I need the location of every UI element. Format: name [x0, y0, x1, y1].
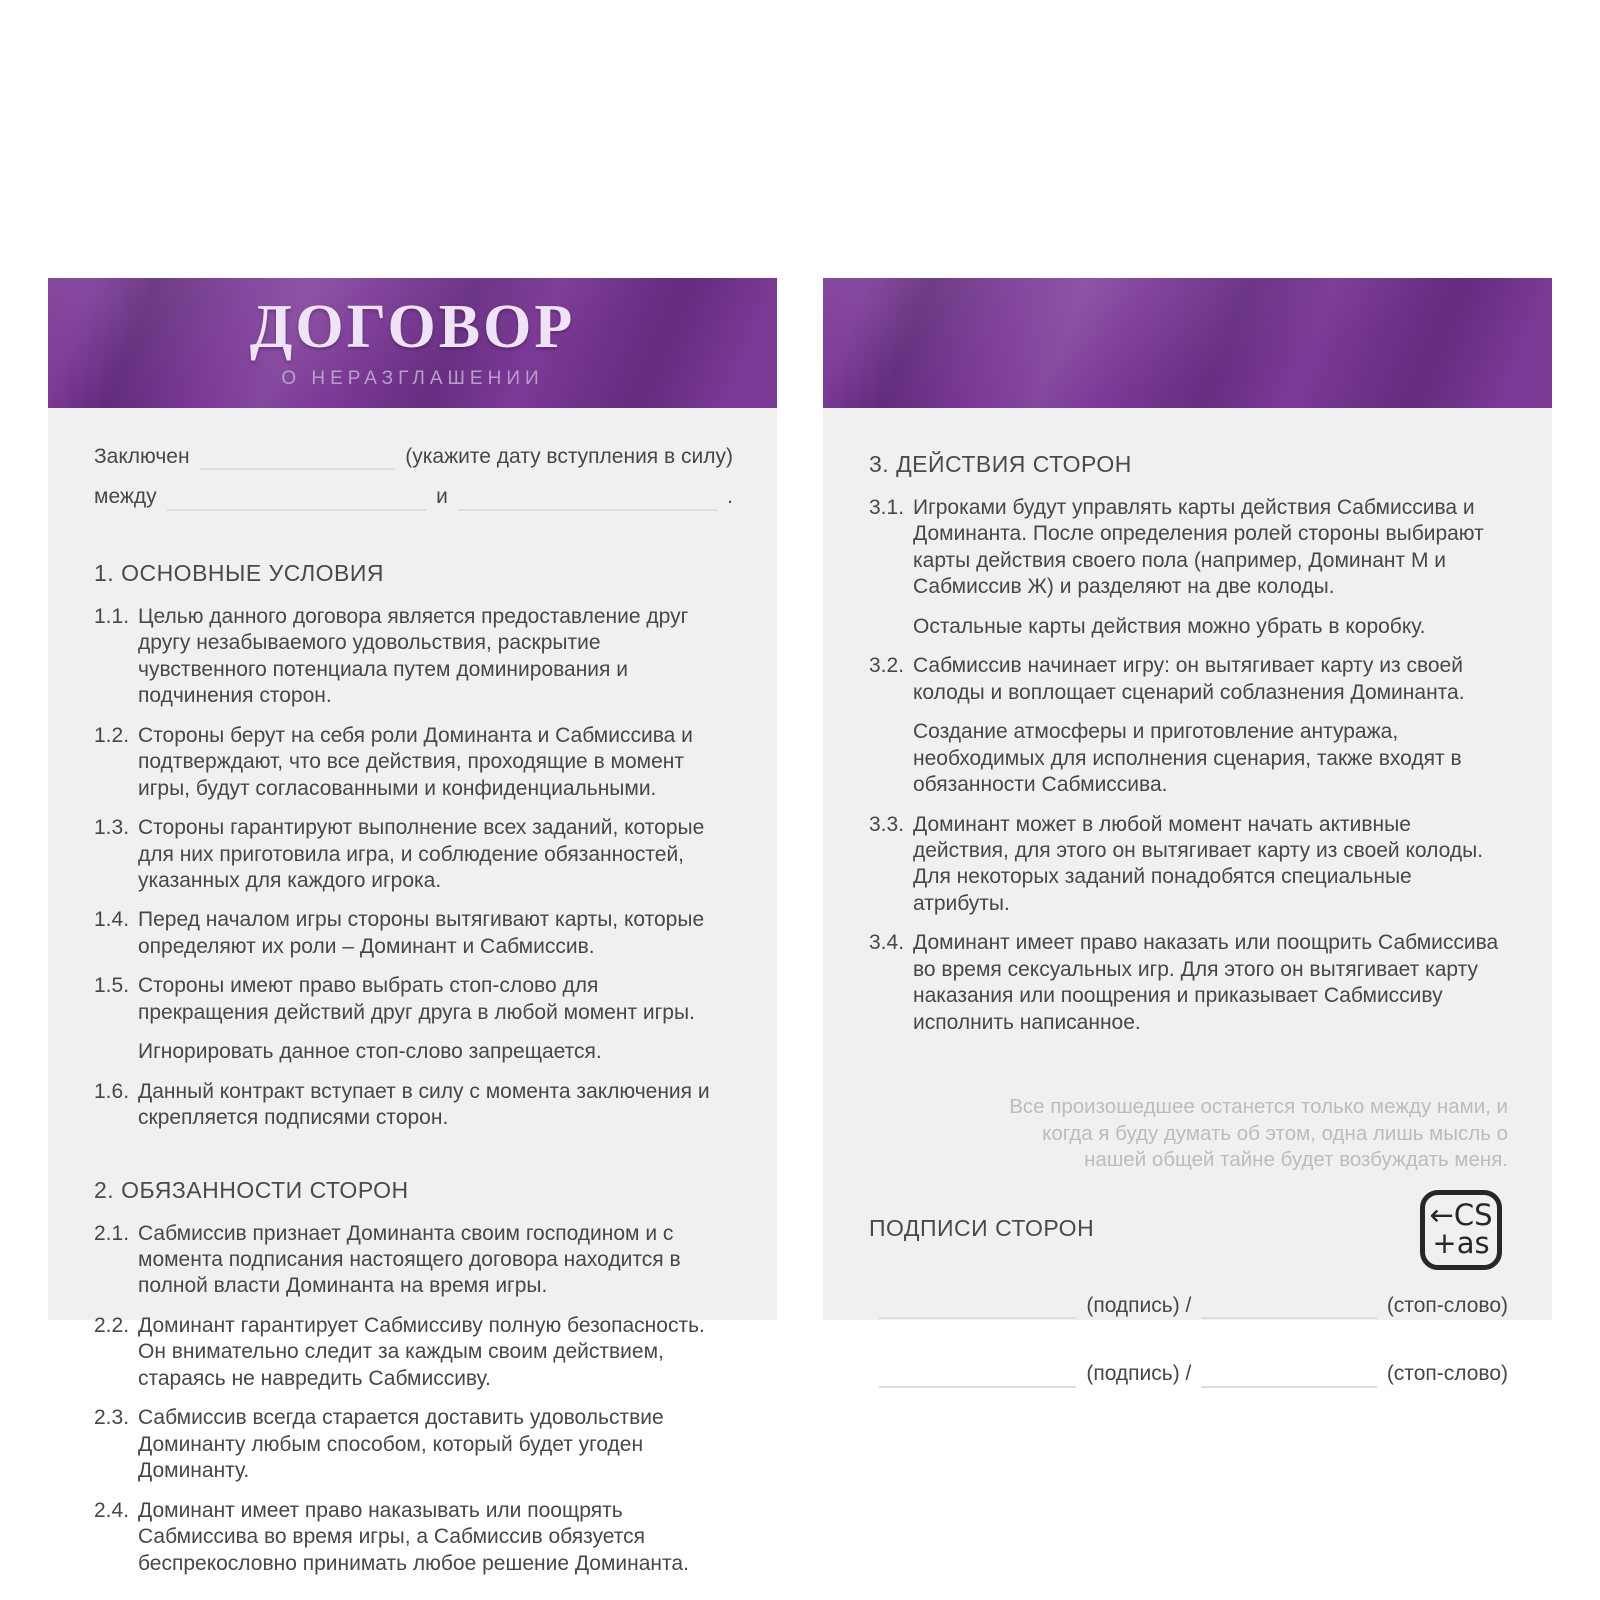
signatures-title: ПОДПИСИ СТОРОН [869, 1215, 1095, 1242]
contract-subtitle: О НЕРАЗГЛАШЕНИИ [281, 368, 544, 389]
item-number: 1.1. [94, 604, 130, 628]
item-extra-note: Игнорировать данное стоп-слово запрещается. [138, 1040, 602, 1064]
item-text: Доминант гарантирует Сабмиссиву полную безопасность. Он внимательно следит за каждым своим действием, стараясь не навредить Сабмиссиву. [138, 1313, 705, 1390]
item-text: Стороны гарантируют выполнение всех заданий, которые для них приготовила игра, и соблюдение обязанностей, указанных для каждого игрока. [138, 816, 705, 892]
item-extra-note: Остальные карты действия можно убрать в коробку. [913, 614, 1426, 638]
list-item [94, 1405, 733, 1484]
signature-label: (подпись) / [1086, 1362, 1192, 1386]
list-item [94, 973, 733, 1026]
ecstas-brand-logo-icon [1420, 1190, 1502, 1270]
party1-blank[interactable] [167, 488, 426, 511]
signature-blank[interactable] [879, 1365, 1076, 1388]
intro-block [94, 444, 733, 511]
secrecy-quote: Все произошедшее останется только между нами, и когда я буду думать об этом, одна лишь мысль о нашей общей тайне будет возбуждать меня. [1009, 1095, 1508, 1172]
list-item [94, 1313, 733, 1392]
item-text: Игроками будут управлять карты действия Сабмиссива и Доминанта. После определения ролей стороны выбирают карты действия своего пола (например, Доминант М и Сабмиссив Ж) и разделяют на две колоды. [913, 495, 1484, 599]
page-content-right [869, 408, 1508, 1386]
list-item [94, 604, 733, 710]
list-item [94, 815, 733, 894]
item-text: Доминант имеет право наказать или поощрить Сабмиссива во время сексуальных игр. Для этого он вытягивает карту наказания или поощрения и приказывает Сабмиссиву исполнить написанное. [913, 931, 1499, 1034]
item-text: Сабмиссив признает Доминанта своим господином и с момента подписания настоящего договора находится в полной власти Доминанта на время игры. [138, 1221, 681, 1298]
item-text: Доминант может в любой момент начать активные действия, для этого он вытягивает карту из своей колоды. Для некоторых заданий понадобятся специальные атрибуты. [913, 812, 1484, 915]
item-number: 1.2. [94, 723, 130, 747]
item-text: Сабмиссив всегда старается доставить удовольствие Доминанту любым способом, который будет угоден Доминанту. [138, 1406, 664, 1483]
item-text: Доминант имеет право наказывать или поощрять Сабмиссива во время игры, а Сабмиссив обязуется беспрекословно принимать любое решение Доминанта. [138, 1498, 689, 1575]
list-item [869, 812, 1508, 918]
logo-bottom-text: +as [1432, 1226, 1490, 1260]
list-item [94, 907, 733, 960]
page-content-left [94, 408, 734, 1575]
date-blank[interactable] [200, 447, 396, 470]
stopword-blank[interactable] [1201, 1296, 1376, 1319]
list-item [94, 1079, 733, 1132]
item-number: 2.3. [94, 1406, 130, 1430]
item-number: 2.1. [94, 1221, 130, 1245]
list-item [869, 930, 1508, 1036]
logo-top-text: ←CS [1429, 1198, 1493, 1233]
signature-blank[interactable] [879, 1296, 1076, 1319]
item-text: Перед началом игры стороны вытягивают карты, которые определяют их роли – Доминант и Сабмиссив. [138, 908, 705, 958]
list-item [869, 653, 1508, 706]
party2-blank[interactable] [458, 488, 717, 511]
contract-page-right [823, 278, 1552, 1386]
section-3-title: 3. ДЕЙСТВИЯ СТОРОН [869, 451, 1132, 477]
date-label: Заключен [94, 445, 190, 468]
item-number: 1.6. [94, 1079, 130, 1103]
and-label: и [436, 485, 448, 509]
page-header-right [823, 278, 1552, 408]
section-1-title: 1. ОСНОВНЫЕ УСЛОВИЯ [94, 559, 385, 586]
page-header-left [48, 278, 777, 408]
date-note: (укажите дату вступления в силу) [405, 445, 733, 468]
item-text: Сабмиссив начинает игру: он вытягивает карту из своей колоды и воплощает сценарий соблазнения Доминанта. [913, 654, 1465, 704]
item-number: 3.2. [869, 654, 905, 678]
signature-label: (подпись) / [1086, 1294, 1192, 1318]
between-label: между [94, 485, 157, 509]
item-text: Стороны берут на себя роли Доминанта и Сабмиссива и подтверждают, что все действия, проходящие в момент игры, будут согласованными и конфиденциальными. [138, 723, 693, 800]
period-label: . [727, 485, 734, 509]
item-number: 3.3. [869, 812, 905, 836]
item-number: 3.4. [869, 931, 905, 955]
item-number: 1.4. [94, 908, 130, 932]
stopword-label: (стоп-слово) [1386, 1362, 1508, 1386]
signature-row [869, 1361, 1508, 1387]
section-2-title: 2. ОБЯЗАННОСТИ СТОРОН [94, 1176, 409, 1203]
item-text: Данный контракт вступает в силу с момента заключения и скрепляется подписями сторон. [138, 1079, 710, 1130]
item-text: Целью данного договора является предоставление друг другу незабываемого удовольствия, раскрытие чувственного потенциала путем доминирования и подчинения сторон. [138, 604, 689, 708]
stopword-label: (стоп-слово) [1386, 1294, 1508, 1318]
list-item [869, 495, 1508, 601]
item-number: 2.4. [94, 1498, 130, 1522]
list-item [94, 1221, 733, 1300]
item-number: 3.1. [869, 495, 905, 519]
contract-title: ДОГОВОР [249, 293, 576, 361]
item-text: Стороны имеют право выбрать стоп-слово для прекращения действий друг друга в любой момент игры. [138, 974, 695, 1024]
list-item [94, 723, 733, 802]
contract-page-left [48, 278, 777, 1575]
parties-row [94, 484, 733, 510]
item-extra-note: Создание атмосферы и приготовление антуража, необходимых для исполнения сценария, также входят в обязанности Сабмиссива. [913, 720, 1462, 797]
item-number: 2.2. [94, 1313, 130, 1337]
list-item [94, 1498, 733, 1577]
signature-row [869, 1293, 1508, 1319]
stopword-blank[interactable] [1201, 1365, 1376, 1388]
item-number: 1.3. [94, 816, 130, 840]
date-row [94, 444, 733, 470]
item-number: 1.5. [94, 974, 130, 998]
